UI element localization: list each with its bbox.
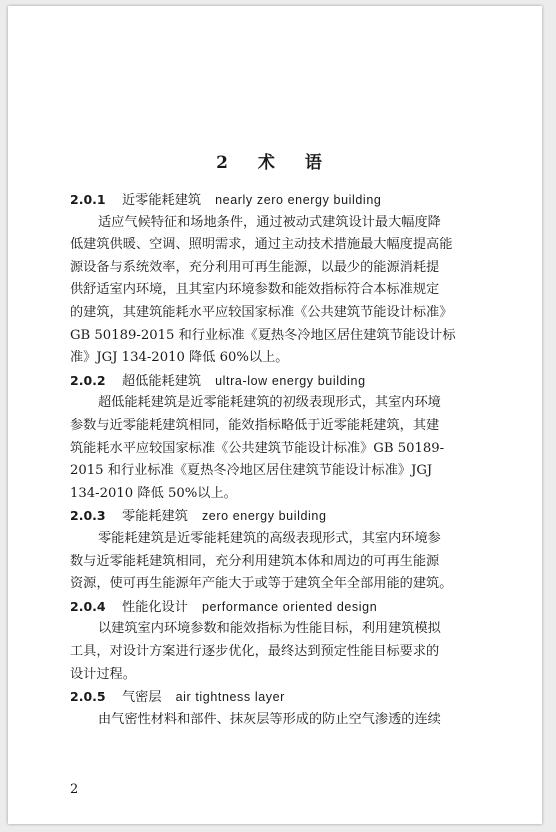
term-heading xyxy=(70,373,480,390)
definition-line: 工具，对设计方案进行逐步优化，最终达到预定性能目标要求的 xyxy=(70,644,440,659)
definition-line: 134-2010 降低 50%以上。 xyxy=(70,485,237,501)
term-heading xyxy=(70,599,480,616)
term-english: zero energy building xyxy=(201,509,327,524)
definition-line: 低建筑供暖、空调、照明需求，通过主动技术措施最大幅度提高能 xyxy=(70,237,453,253)
term-chinese: 气密层 xyxy=(122,690,162,706)
definition-line: 数与近零能耗建筑相同，充分利用建筑本体和周边的可再生能源 xyxy=(70,553,440,569)
definition-line: 参数与近零能耗建筑相同，能效指标略低于近零能耗建筑，其建 xyxy=(70,418,440,433)
term-number: 2.0.3 xyxy=(70,508,106,524)
term-heading xyxy=(70,192,480,209)
term-number: 2.0.5 xyxy=(70,689,106,705)
term-number: 2.0.4 xyxy=(70,598,106,614)
definition-line: 2015 和行业标准《夏热冬冷地区居住建筑节能设计标准》JGJ xyxy=(70,463,433,479)
term-heading xyxy=(70,508,480,525)
term-english: nearly zero energy building xyxy=(215,193,382,207)
term-chinese: 零能耗建筑 xyxy=(122,509,188,525)
term-chinese: 性能化设计 xyxy=(122,599,188,615)
definition-line: 设计过程。 xyxy=(70,666,136,682)
term-english: ultra-low energy building xyxy=(215,373,366,388)
definition-line: 适应气候特征和场地条件，通过被动式建筑设计最大幅度降 xyxy=(98,214,441,230)
chapter-title: 2 术 语 xyxy=(216,153,334,173)
definition-line: 源设备与系统效率，充分利用可再生能源，以最少的能源消耗提 xyxy=(70,259,440,275)
page-number: 2 xyxy=(70,782,79,797)
definition-line: 超低能耗建筑是近零能耗建筑的初级表现形式，其室内环境 xyxy=(98,395,441,411)
definition-line: GB 50189-2015 和行业标准《夏热冬冷地区居住建筑节能设计标 xyxy=(70,327,456,343)
definition-line: 以建筑室内环境参数和能效指标为性能目标，利用建筑模拟 xyxy=(98,621,441,637)
definition-line: 的建筑，其建筑能耗水平应较国家标准《公共建筑节能设计标准》 xyxy=(70,305,453,320)
term-chinese: 超低能耗建筑 xyxy=(122,373,202,389)
term-number: 2.0.1 xyxy=(70,192,106,207)
term-english: performance oriented design xyxy=(201,599,378,614)
definition-line: 准》JGJ 134-2010 降低 60%以上。 xyxy=(70,350,289,366)
term-english: air tightness layer xyxy=(175,690,285,705)
term-number: 2.0.2 xyxy=(70,372,106,388)
definition-line: 筑能耗水平应较国家标准《公共建筑节能设计标准》GB 50189- xyxy=(70,440,445,456)
term-heading xyxy=(70,689,480,706)
definition-line: 资源，使可再生能源年产能大于或等于建筑全年全部用能的建筑。 xyxy=(70,576,453,592)
document-page xyxy=(8,6,542,824)
term-chinese: 近零能耗建筑 xyxy=(122,193,202,208)
definition-line: 由气密性材料和部件、抹灰层等形成的防止空气渗透的连续 xyxy=(98,711,441,727)
definition-line: 零能耗建筑是近零能耗建筑的高级表现形式，其室内环境参 xyxy=(98,531,441,546)
definition-line: 供舒适室内环境，且其室内环境参数和能效指标符合本标准规定 xyxy=(70,282,440,298)
